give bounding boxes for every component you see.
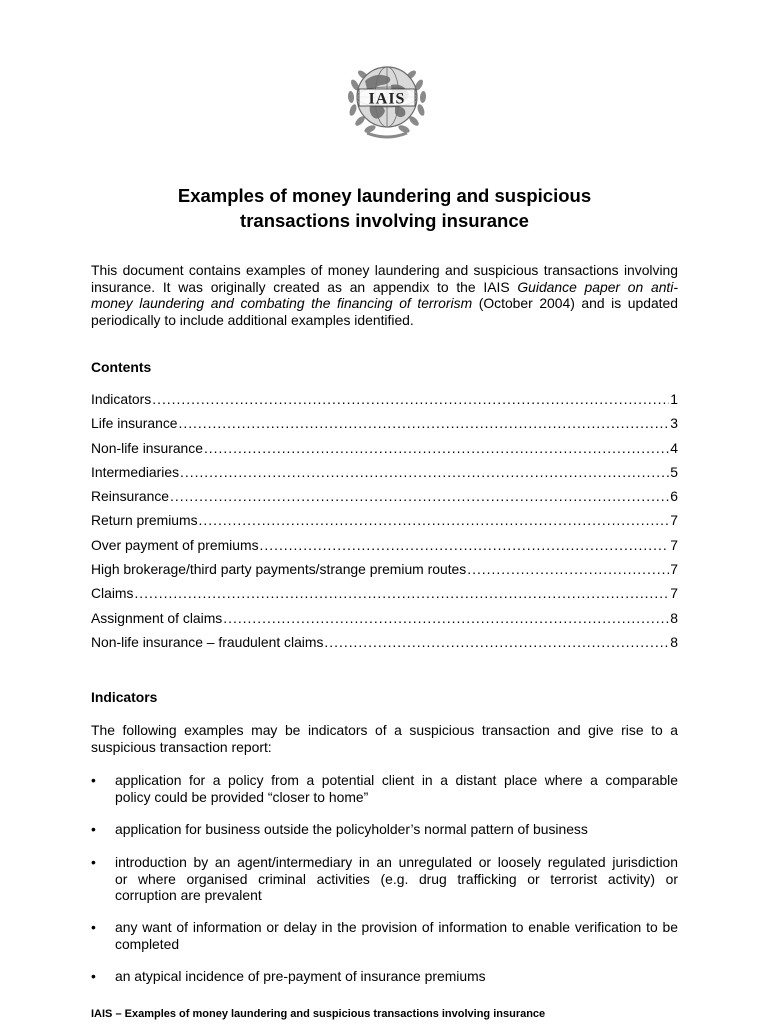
toc-leader-dots (260, 537, 670, 554)
contents-heading: Contents (91, 359, 152, 375)
guidance-paper-title-part-1: Guidance paper on anti- (517, 278, 678, 295)
toc-leader-dots (134, 585, 669, 602)
bullet-text (115, 919, 678, 952)
title-line-1: Examples of money laundering and suspicious (177, 185, 592, 206)
toc-leader-dots (180, 464, 669, 481)
bullet-text (115, 968, 678, 985)
bullet-icon: • (91, 968, 96, 984)
intro-line-1: This document contains examples of money laundering and suspicious transactions involving (91, 262, 678, 278)
toc-entry-label: Reinsurance (91, 488, 169, 505)
intro-line-3 (91, 295, 678, 312)
toc-entry[interactable] (91, 512, 678, 536)
bullet-text (115, 772, 678, 805)
toc-entry[interactable] (91, 391, 678, 415)
toc-entry-page: 5 (670, 463, 678, 480)
toc-entry[interactable] (91, 610, 678, 634)
toc-entry-label: Over payment of premiums (91, 536, 259, 553)
toc-entry-page: 3 (670, 415, 678, 432)
toc-entry-label: Life insurance (91, 415, 178, 432)
toc-entry-label: Non-life insurance – fraudulent claims (91, 633, 324, 650)
toc-leader-dots (170, 488, 669, 505)
toc-leader-dots (204, 440, 669, 457)
toc-entry-label: Intermediaries (91, 463, 180, 480)
intro-line-2-text: insurance. It was originally created as an appendix to the IAIS (91, 278, 518, 295)
intro-paragraph (91, 262, 678, 328)
bullet-line: introduction by an agent/intermediary in an unregulated or loosely regulated jurisdiction (115, 854, 678, 870)
toc-entry[interactable] (91, 585, 678, 609)
title-line-2: transactions involving insurance (240, 210, 529, 231)
toc-leader-dots (467, 561, 669, 578)
document-title (91, 183, 678, 233)
bullet-icon: • (91, 854, 96, 870)
guidance-paper-title-part-2: money laundering and combating the financing of terrorism (91, 295, 473, 311)
intro-line-3-text: (October 2004) and is updated (472, 295, 678, 311)
logo-text: IAIS (368, 90, 406, 108)
toc-entry-page: 7 (670, 585, 678, 602)
bullet-icon: • (91, 821, 96, 837)
toc-entry-page: 8 (670, 633, 678, 650)
toc-entry[interactable] (91, 440, 678, 464)
toc-leader-dots (152, 391, 669, 408)
bullet-line: an atypical incidence of pre-payment of insurance premiums (115, 968, 486, 984)
intro-line-2 (91, 279, 678, 296)
bullet-line: application for business outside the policyholder’s normal pattern of business (115, 821, 588, 837)
indicators-intro-line-2: suspicious transaction report: (91, 738, 272, 755)
bullet-icon: • (91, 919, 96, 935)
toc-entry-page: 8 (670, 609, 678, 626)
intro-line-4: periodically to include additional examples identified. (91, 311, 414, 328)
toc-entry-label: High brokerage/third party payments/strange premium routes (91, 561, 467, 578)
page-footer: IAIS – Examples of money laundering and suspicious transactions involving insurance (91, 1008, 546, 1020)
bullet-line: application for a policy from a potential client in a distant place where a comparable (115, 772, 678, 788)
table-of-contents (91, 391, 678, 658)
toc-entry-page: 4 (670, 439, 678, 456)
toc-entry-page: 7 (670, 536, 678, 553)
bullet-text (115, 854, 678, 904)
indicators-heading: Indicators (91, 689, 158, 705)
toc-entry-page: 1 (670, 391, 678, 407)
globe-laurel-icon (341, 55, 433, 143)
bullet-line: policy could be provided “closer to home” (115, 788, 369, 805)
bullet-line: completed (115, 935, 180, 952)
bullet-line: any want of information or delay in the provision of information to enable verification to be (115, 919, 678, 935)
toc-entry-label: Indicators (91, 391, 152, 407)
toc-entry-page: 7 (670, 561, 678, 578)
toc-entry[interactable] (91, 488, 678, 512)
bullet-line: corruption are prevalent (115, 887, 262, 903)
indicators-intro (91, 722, 678, 755)
toc-entry-label: Claims (91, 585, 134, 602)
toc-entry-page: 7 (670, 512, 678, 529)
bullet-text (115, 821, 678, 838)
iais-logo (341, 55, 433, 143)
toc-entry-label: Non-life insurance (91, 439, 203, 456)
toc-entry-label: Return premiums (91, 512, 198, 529)
toc-entry[interactable] (91, 634, 678, 658)
bullet-icon: • (91, 772, 96, 788)
toc-entry-page: 6 (670, 488, 678, 505)
indicators-intro-line-1: The following examples may be indicators of a suspicious transaction and give rise to a (91, 722, 678, 738)
toc-entry[interactable] (91, 415, 678, 439)
toc-entry[interactable] (91, 561, 678, 585)
toc-entry[interactable] (91, 464, 678, 488)
toc-entry-label: Assignment of claims (91, 609, 223, 626)
toc-leader-dots (199, 512, 670, 529)
toc-leader-dots (324, 634, 669, 651)
toc-entry[interactable] (91, 537, 678, 561)
toc-leader-dots (223, 610, 669, 627)
toc-leader-dots (178, 415, 669, 432)
bullet-line: or where organised criminal activities (e.g. drug trafficking or terrorist activity) or (115, 870, 678, 887)
